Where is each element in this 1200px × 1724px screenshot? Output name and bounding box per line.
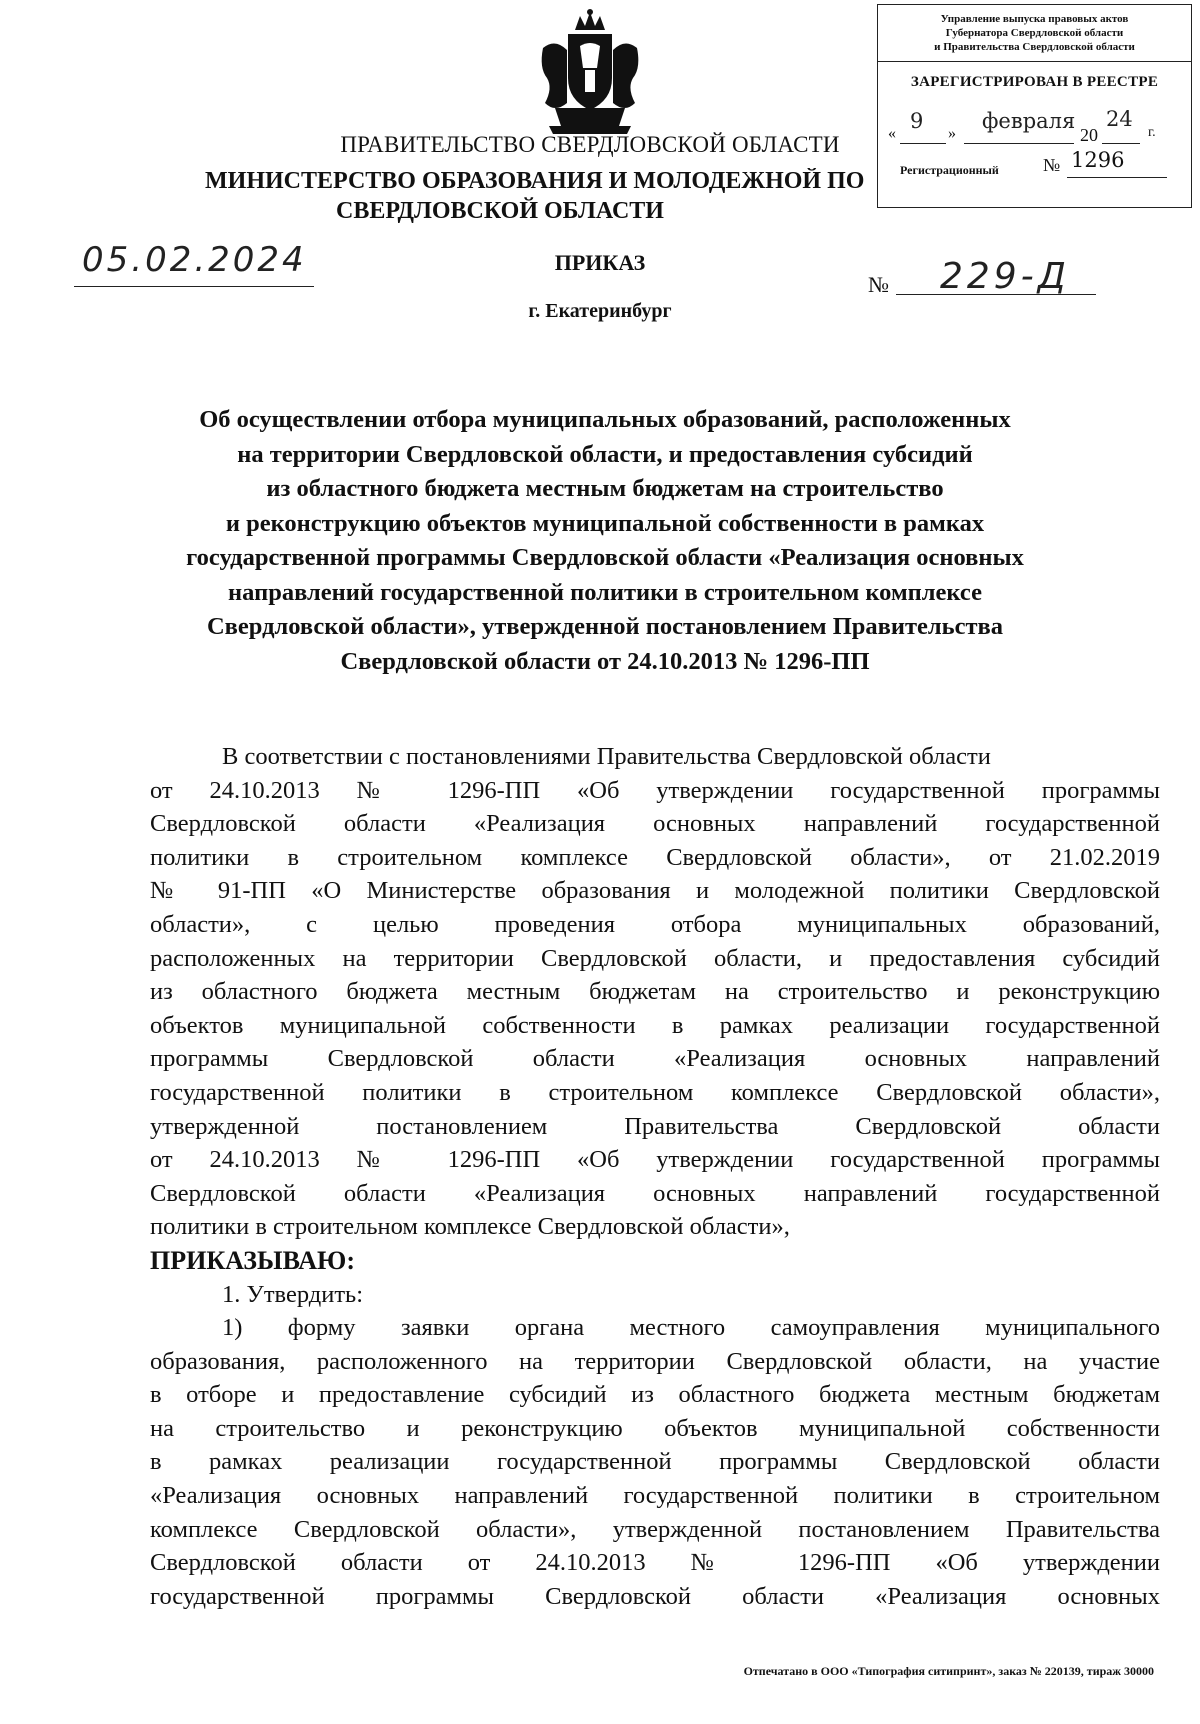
- body-line: из областного бюджета местным бюджетам на строительство и реконструкцию: [150, 978, 1160, 1006]
- stamp-year-prefix: 20: [1080, 125, 1098, 145]
- body-line: области», с целью проведения отбора муниципальных образований,: [150, 910, 1160, 938]
- body-line: комплексе Свердловской области», утвержденной постановлением Правительства: [150, 1515, 1160, 1543]
- stamp-day: 9: [910, 109, 924, 133]
- city: г. Екатеринбург: [528, 300, 672, 322]
- title-line: на территории Свердловской области, и предоставления субсидий: [237, 440, 973, 468]
- body-line: утвержденной постановлением Правительства Свердловской области: [150, 1112, 1160, 1140]
- ministry-name-line2: СВЕРДЛОВСКОЙ ОБЛАСТИ: [336, 198, 664, 224]
- title-line: государственной программы Свердловской области «Реализация основных: [186, 544, 1024, 571]
- order-date: 05.02.2024: [82, 240, 307, 280]
- stamp-date: [888, 105, 1188, 145]
- body-line: от 24.10.2013 № 1296-ПП «Об утверждении государственной программы: [150, 776, 1160, 804]
- stamp-reg-number-field: [1043, 148, 1125, 176]
- body-line: государственной программы Свердловской области «Реализация основных: [150, 1582, 1160, 1610]
- stamp-year-unit: г.: [1148, 125, 1156, 140]
- stamp-reg-number: 1296: [1071, 148, 1125, 172]
- order-date-field: [74, 238, 314, 294]
- stamp-year-line: [1102, 143, 1140, 144]
- order-number-line: [896, 294, 1096, 295]
- order-number-sign: №: [868, 272, 889, 297]
- stamp-day-line: [900, 143, 946, 144]
- body-line: Свердловской области «Реализация основных направлений государственной: [150, 810, 1160, 838]
- body-line: расположенных на территории Свердловской области, и предоставления субсидий: [150, 944, 1160, 972]
- body-line: на строительство и реконструкцию объектов муниципальной собственности: [150, 1414, 1160, 1442]
- stamp-reg-label: Регистрационный: [900, 163, 999, 177]
- body-line: «Реализация основных направлений государственной политики в строительном: [150, 1482, 1160, 1510]
- title-line: направлений государственной политики в строительном комплексе: [228, 578, 982, 606]
- document-body: [150, 740, 1160, 1613]
- order-directive: ПРИКАЗЫВАЮ:: [150, 1245, 355, 1275]
- stamp-header-line: Управление выпуска правовых актов: [940, 13, 1129, 25]
- registration-stamp: [877, 4, 1192, 208]
- body-line: программы Свердловской области «Реализация основных направлений: [150, 1045, 1160, 1073]
- body-line: от 24.10.2013 № 1296-ПП «Об утверждении государственной программы: [150, 1146, 1160, 1174]
- stamp-reg-sign: №: [1043, 155, 1061, 175]
- body-line: в отборе и предоставление субсидий из областного бюджета местным бюджетам: [150, 1381, 1160, 1409]
- body-line: объектов муниципальной собственности в рамках реализации государственной: [150, 1011, 1160, 1039]
- title-line: из областного бюджета местным бюджетам на строительство: [266, 475, 944, 502]
- stamp-month: февраля: [982, 109, 1076, 133]
- stamp-title: ЗАРЕГИСТРИРОВАН В РЕЕСТРЕ: [910, 74, 1159, 90]
- stamp-header: [878, 5, 1191, 62]
- body-line: политики в строительном комплексе Свердловской области», от 21.02.2019: [150, 843, 1160, 871]
- printing-note: Отпечатано в ООО «Типография ситипринт», заказ № 220139, тираж 30000: [743, 1664, 1154, 1678]
- body-line: образования, расположенного на территории Свердловской области, на участие: [150, 1347, 1160, 1375]
- title-line: Свердловской области от 24.10.2013 № 1296-ПП: [340, 647, 870, 675]
- government-name: ПРАВИТЕЛЬСТВО СВЕРДЛОВСКОЙ ОБЛАСТИ: [340, 132, 840, 157]
- stamp-header-line: и Правительства Свердловской области: [934, 41, 1135, 53]
- document-type: ПРИКАЗ: [554, 250, 646, 275]
- stamp-reg-line: [1067, 177, 1167, 178]
- order-number-field: [868, 256, 1128, 312]
- body-line: в рамках реализации государственной программы Свердловской области: [150, 1448, 1160, 1476]
- body-line: 1. Утвердить:: [222, 1280, 364, 1308]
- stamp-header-line: Губернатора Свердловской области: [945, 27, 1124, 39]
- body-line: 1) форму заявки органа местного самоуправления муниципального: [222, 1314, 1160, 1342]
- stamp-quote-close: »: [948, 125, 956, 142]
- title-line: Свердловской области», утвержденной постановлением Правительства: [206, 613, 1004, 640]
- order-date-line: [74, 286, 314, 287]
- coat-of-arms-emblem: [535, 8, 645, 138]
- order-number: 229-Д: [940, 256, 1070, 297]
- body-line: государственной политики в строительном комплексе Свердловской области»,: [150, 1078, 1160, 1106]
- title-line: Об осуществлении отбора муниципальных образований, расположенных: [199, 406, 1011, 433]
- body-line: Свердловской области «Реализация основных направлений государственной: [150, 1179, 1160, 1207]
- ministry-name-line1: МИНИСТЕРСТВО ОБРАЗОВАНИЯ И МОЛОДЕЖНОЙ ПО: [205, 168, 865, 194]
- body-line: № 91-ПП «О Министерстве образования и молодежной политики Свердловской: [150, 877, 1160, 905]
- document-title: [150, 403, 1060, 679]
- stamp-month-line: [964, 143, 1074, 144]
- stamp-quote-open: «: [888, 125, 896, 142]
- body-line: политики в строительном комплексе Свердловской области»,: [150, 1213, 790, 1241]
- stamp-year: 24: [1106, 107, 1133, 131]
- title-line: и реконструкцию объектов муниципальной собственности в рамках: [225, 509, 985, 537]
- body-line: В соответствии с постановлениями Правительства Свердловской области: [222, 743, 991, 770]
- body-line: Свердловской области от 24.10.2013 № 1296-ПП «Об утверждении: [150, 1549, 1160, 1577]
